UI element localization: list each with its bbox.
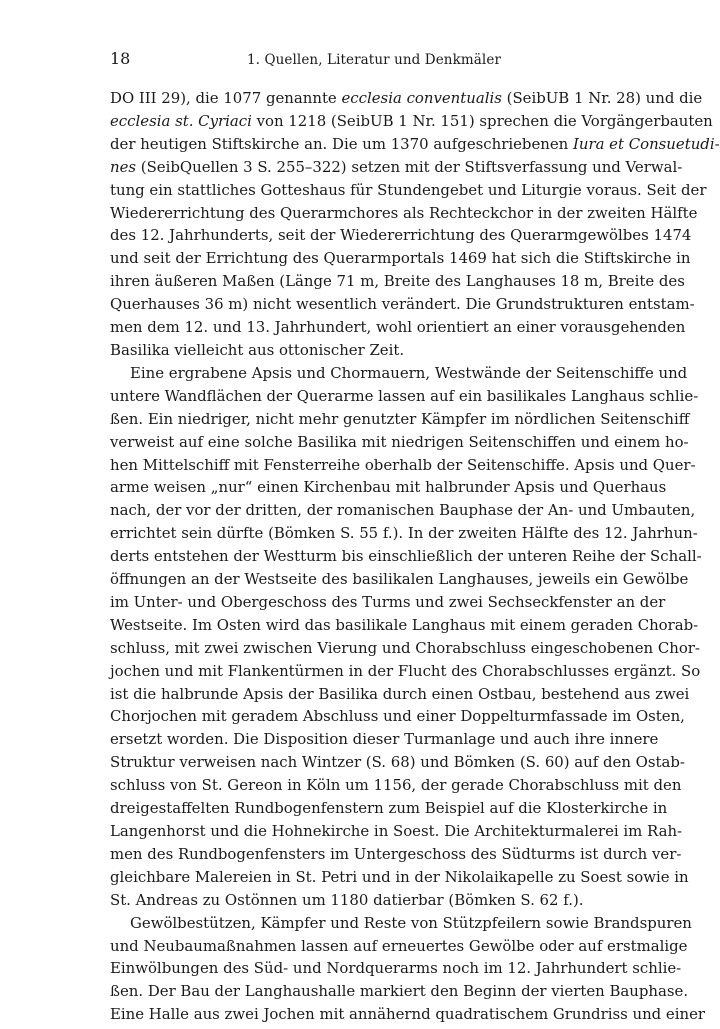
text-run: ihren äußeren Maßen (Länge 71 m, Breite des Langhauses 18 m, Breite des	[110, 272, 685, 291]
italic-text: ecclesia conventualis	[341, 89, 502, 107]
text-run: des 12. Jahrhunderts, seit der Wiedererrichtung des Querarmgewölbes 1474	[110, 226, 692, 245]
text-line	[110, 820, 683, 843]
text-run: jochen und mit Flankentürmen in der Flucht des Chorabschlusses ergänzt. So	[110, 661, 701, 680]
text-run: Eine Halle aus zwei Jochen mit annähernd quadratischem Grundriss und einer	[110, 1005, 706, 1024]
text-run: verweist auf eine solche Basilika mit niedrigen Seitenschiffen und einem ho-	[110, 432, 689, 451]
text-run: (SeibUB 1 Nr. 28) und die	[501, 89, 703, 107]
text-line	[110, 133, 720, 156]
text-line	[110, 935, 688, 958]
text-run: arme weisen „nur“ einen Kirchenbau mit halbrunder Apsis und Querhaus	[110, 478, 667, 497]
italic-text: ecclesia st. Cyriaci	[110, 111, 252, 130]
text-line	[110, 110, 713, 133]
text-run: untere Wandflächen der Querarme lassen auf ein basilikales Langhaus schlie-	[110, 386, 699, 405]
text-run: von 1218 (SeibUB 1 Nr. 151) sprechen die Vorgängerbauten	[251, 111, 713, 130]
text-line	[110, 247, 691, 270]
text-run: DO III 29), die 1077 genannte	[110, 89, 342, 107]
text-run: Langenhorst und die Hohnekirche in Soest. Die Architekturmalerei im Rah-	[110, 822, 683, 840]
text-line	[110, 614, 699, 637]
text-line	[110, 912, 692, 935]
text-run: Wiedererrichtung des Querarmchores als Rechteckchor in der zweiten Hälfte	[110, 203, 698, 222]
page-header	[110, 47, 638, 71]
text-run: und seit der Errichtung des Querarmportals 1469 hat sich die Stiftskirche in	[110, 249, 691, 268]
text-run: ßen. Ein niedriger, nicht mehr genutzter Kämpfer im nördlichen Seitenschiff	[110, 409, 690, 428]
text-run: ersetzt worden. Die Disposition dieser Turmanlage und auch ihre innere	[110, 730, 659, 749]
text-line	[110, 522, 698, 545]
text-line	[110, 316, 686, 339]
text-line	[110, 774, 682, 797]
text-line	[110, 408, 690, 431]
text-run: Eine ergrabene Apsis und Chormauern, Westwände der Seitenschiffe und	[130, 363, 688, 382]
page-number: 18	[110, 49, 131, 68]
text-run: schluss von St. Gereon in Köln um 1156, der gerade Chorabschluss mit den	[110, 776, 682, 795]
text-run: errichtet sein dürfte (Bömken S. 55 f.). In der zweiten Hälfte des 12. Jahrhun-	[110, 524, 698, 543]
text-line	[110, 156, 683, 179]
text-line	[110, 545, 702, 568]
text-line	[110, 591, 666, 614]
text-line	[110, 476, 667, 499]
text-run: Querhauses 36 m) nicht wesentlich verändert. Die Grundstrukturen entstam-	[110, 295, 695, 314]
text-run: men des Rundbogenfensters im Untergeschoss des Südturms ist durch ver-	[110, 844, 682, 863]
text-line	[110, 637, 700, 660]
text-run: schluss, mit zwei zwischen Vierung und Chorabschluss eingeschobenen Chor-	[110, 638, 700, 657]
text-line	[110, 179, 707, 202]
italic-text: Iura et Consuetudi-	[572, 134, 720, 153]
text-run: (SeibQuellen 3 S. 255–322) setzen mit der Stiftsverfassung und Verwal-	[136, 157, 683, 176]
text-line	[110, 957, 682, 980]
text-line	[110, 705, 685, 728]
text-line	[110, 889, 638, 912]
text-run: derts entstehen der Westturm bis einschließlich der unteren Reihe der Schall-	[110, 547, 702, 566]
running-head: 1. Quellen, Literatur und Denkmäler	[246, 52, 501, 68]
text-run: und Neubaumaßnahmen lassen auf erneuertes Gewölbe oder auf erstmalige	[110, 936, 688, 955]
text-run: St. Andreas zu Ostönnen um 1180 datierbar (Bömken S. 62 f.).	[110, 890, 584, 909]
text-run: dreigestaffelten Rundbogenfenstern zum Beispiel auf die Klosterkirche in	[110, 799, 668, 818]
text-line	[110, 843, 682, 866]
text-line	[110, 87, 703, 110]
text-line	[110, 751, 685, 774]
text-run: men dem 12. und 13. Jahrhundert, wohl orientiert an einer vorausgehenden	[110, 318, 686, 337]
text-run: hen Mittelschiff mit Fensterreihe oberhalb der Seitenschiffe. Apsis und Quer-	[110, 455, 696, 474]
text-line	[110, 202, 698, 225]
text-line	[110, 270, 685, 293]
text-line	[110, 339, 638, 362]
paragraph	[110, 912, 706, 1027]
text-line	[110, 568, 689, 591]
body-text	[110, 87, 720, 1026]
text-line	[110, 980, 689, 1003]
text-line	[110, 431, 689, 454]
text-line	[110, 660, 701, 683]
text-run: Chorjochen mit geradem Abschluss und einer Doppelturmfassade im Osten,	[110, 707, 685, 726]
text-run: Westseite. Im Osten wird das basilikale Langhaus mit einem geraden Chorab-	[110, 615, 699, 634]
text-line	[110, 683, 690, 706]
text-run: ßen. Der Bau der Langhaushalle markiert den Beginn der vierten Bauphase.	[110, 982, 689, 1001]
text-line	[110, 293, 695, 316]
text-run: nach, der vor der dritten, der romanischen Bauphase der An- und Umbauten,	[110, 501, 696, 520]
text-run: der heutigen Stiftskirche an. Die um 1370 aufgeschriebenen	[110, 134, 573, 153]
text-run: gleichbare Malereien in St. Petri und in der Nikolaikapelle zu Soest sowie in	[110, 867, 689, 886]
text-run: Einwölbungen des Süd- und Nordquerarms noch im 12. Jahrhundert schlie-	[110, 959, 682, 978]
text-run: ist die halbrunde Apsis der Basilika durch einen Ostbau, bestehend aus zwei	[110, 684, 690, 703]
text-line	[110, 454, 696, 477]
text-line	[110, 224, 692, 247]
text-run: Basilika vielleicht aus ottonischer Zeit.	[110, 340, 405, 359]
text-line	[110, 499, 696, 522]
italic-text: nes	[110, 157, 137, 176]
text-run: Gewölbestützen, Kämpfer und Reste von Stützpfeilern sowie Brandspuren	[130, 913, 692, 932]
paragraph	[110, 362, 702, 912]
text-line	[110, 1003, 706, 1026]
text-line	[110, 385, 699, 408]
text-run: im Unter- und Obergeschoss des Turms und zwei Sechseckfenster an der	[110, 592, 666, 611]
paragraph	[110, 87, 720, 362]
text-line	[110, 362, 688, 385]
text-line	[110, 728, 659, 751]
text-line	[110, 866, 689, 889]
text-run: öffnungen an der Westseite des basilikalen Langhauses, jeweils ein Gewölbe	[110, 570, 689, 589]
text-run: Struktur verweisen nach Wintzer (S. 68) und Bömken (S. 60) auf den Ostab-	[110, 753, 685, 772]
text-run: tung ein stattliches Gotteshaus für Stundengebet und Liturgie voraus. Seit der	[110, 180, 707, 199]
text-line	[110, 797, 668, 820]
